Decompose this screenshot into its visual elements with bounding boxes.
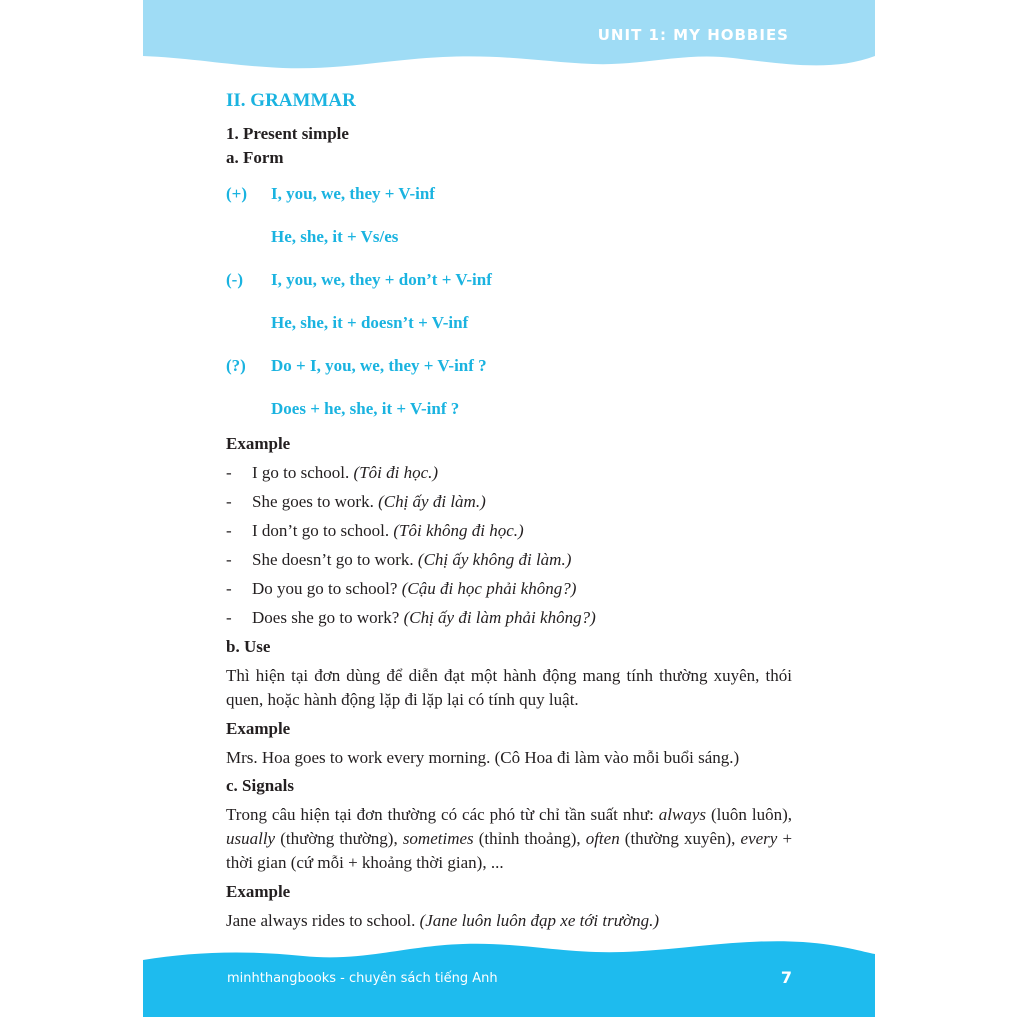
- example-item: [226, 490, 786, 514]
- bullet-dash: -: [226, 550, 232, 569]
- gloss-sometimes: (thỉnh thoảng),: [478, 829, 581, 848]
- unit-title: UNIT 1: MY HOBBIES: [597, 26, 789, 44]
- example-vietnamese: (Cậu đi học phải không?): [401, 579, 577, 598]
- gloss-often: (thường xuyên),: [624, 829, 736, 848]
- formula-row: [226, 182, 726, 206]
- formula-sign: (-): [226, 270, 243, 289]
- gloss-always: (luôn luôn),: [711, 805, 793, 824]
- example-vietnamese: (Tôi đi học.): [353, 463, 439, 482]
- subsection-title: 1. Present simple: [226, 124, 349, 143]
- gloss-every: + thời gian (cứ mỗi + khoảng thời gian), ...: [226, 829, 793, 872]
- signals-example-english: Jane always rides to school.: [226, 911, 416, 930]
- footer-text: minhthangbooks - chuyên sách tiếng Anh: [227, 971, 498, 986]
- bullet-dash: -: [226, 608, 232, 627]
- example-item: [226, 606, 786, 630]
- formula-row: [226, 397, 726, 421]
- bullet-dash: -: [226, 521, 232, 540]
- formula-row: [226, 225, 726, 249]
- example-item: [226, 519, 786, 543]
- example-vietnamese: (Tôi không đi học.): [393, 521, 524, 540]
- example-vietnamese: (Chị ấy đi làm phải không?): [403, 608, 596, 627]
- formula-row: [226, 354, 726, 378]
- example-english: Does she go to work?: [252, 608, 400, 627]
- formula-text: He, she, it + doesn’t + V-inf: [271, 313, 469, 332]
- example-english: She goes to work.: [252, 492, 374, 511]
- signals-intro: Trong câu hiện tại đơn thường có các phó từ chỉ tần suất như:: [226, 805, 654, 824]
- gloss-usually: (thường thường),: [280, 829, 398, 848]
- formula-text: I, you, we, they + don’t + V-inf: [271, 270, 492, 289]
- use-heading: b. Use: [226, 637, 271, 656]
- use-example-text: Mrs. Hoa goes to work every morning. (Cô Hoa đi làm vào mỗi buổi sáng.): [226, 748, 740, 767]
- signals-example: [226, 909, 659, 933]
- example-item: [226, 461, 786, 485]
- adverb-sometimes: sometimes: [402, 829, 474, 848]
- signals-heading: c. Signals: [226, 776, 295, 795]
- signals-example-vietnamese: (Jane luôn luôn đạp xe tới trường.): [419, 911, 659, 930]
- example-english: Do you go to school?: [252, 579, 398, 598]
- use-example-heading: Example: [226, 719, 291, 738]
- use-paragraph: Thì hiện tại đơn dùng để diễn đạt một hành động mang tính thường xuyên, thói quen, hoặc hành động lặp đi lặp lại có tính quy luật.: [226, 666, 792, 709]
- example-english: She doesn’t go to work.: [252, 550, 414, 569]
- formula-row: [226, 268, 726, 292]
- adverb-always: always: [658, 805, 707, 824]
- adverb-often: often: [585, 829, 620, 848]
- example-english: I don’t go to school.: [252, 521, 390, 540]
- page-number: 7: [780, 968, 792, 987]
- book-page: [143, 0, 875, 1017]
- bullet-dash: -: [226, 492, 232, 511]
- formula-text: He, she, it + Vs/es: [271, 227, 399, 246]
- example-item: [226, 548, 786, 572]
- adverb-usually: usually: [226, 829, 276, 848]
- example-vietnamese: (Chị ấy không đi làm.): [417, 550, 572, 569]
- adverb-every: every: [740, 829, 778, 848]
- section-title: II. GRAMMAR: [226, 90, 356, 111]
- form-heading: a. Form: [226, 148, 284, 167]
- formula-sign: (?): [226, 356, 246, 375]
- example-vietnamese: (Chị ấy đi làm.): [378, 492, 486, 511]
- bullet-dash: -: [226, 463, 232, 482]
- signals-example-heading: Example: [226, 882, 291, 901]
- signals-paragraph: [226, 803, 792, 875]
- formula-text: Does + he, she, it + V-inf ?: [271, 399, 460, 418]
- bullet-dash: -: [226, 579, 232, 598]
- formula-text: I, you, we, they + V-inf: [271, 184, 435, 203]
- example-english: I go to school.: [252, 463, 350, 482]
- formula-sign: (+): [226, 184, 248, 203]
- formula-row: [226, 311, 726, 335]
- example-item: [226, 577, 786, 601]
- formula-text: Do + I, you, we, they + V-inf ?: [271, 356, 487, 375]
- example-heading: Example: [226, 434, 291, 453]
